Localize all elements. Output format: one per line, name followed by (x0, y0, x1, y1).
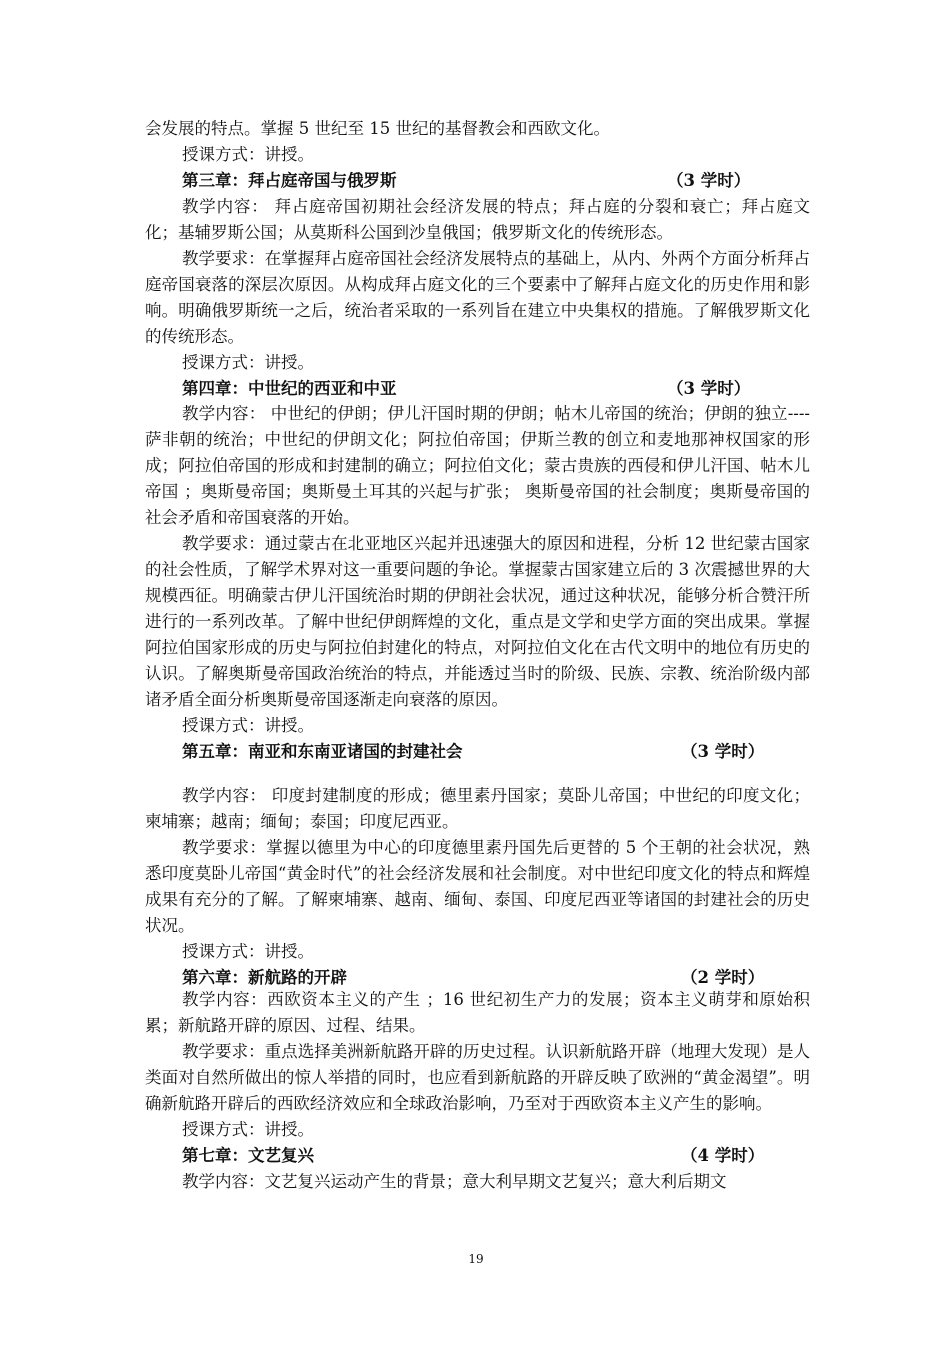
teaching-requirement: 教学要求：掌握以德里为中心的印度德里素丹国先后更替的 5 个王朝的社会状况，熟悉印度莫卧儿帝国“黄金时代”的社会经济发展和社会制度。对中世纪印度文化的特点和辉煌成果有充分的了解。了解柬埔寨、越南、缅甸、泰国、印度尼西亚等诸国的封建社会的历史状况。 (145, 838, 810, 935)
chapter-3-heading (145, 168, 810, 194)
text-block-1 (145, 116, 810, 402)
teaching-method: 授课方式：讲授。 (182, 716, 314, 735)
teaching-content: 教学内容：西欧资本主义的产生 ；16 世纪初生产力的发展；资本主义萌芽和原始积累；新航路开辟的原因、过程、结果。 (145, 990, 810, 1035)
page-number: 19 (468, 1252, 484, 1266)
chapter-title: 第四章：中世纪的西亚和中亚 (182, 379, 397, 398)
teaching-requirement: 教学要求：在掌握拜占庭帝国社会经济发展特点的基础上，从内、外两个方面分析拜占庭帝国衰落的深层次原因。从构成拜占庭文化的三个要素中了解拜占庭文化的历史作用和影响。明确俄罗斯统一之后，统治者采取的一系列旨在建立中央集权的措施。了解俄罗斯文化的传统形态。 (145, 249, 810, 346)
teaching-method: 授课方式：讲授。 (182, 145, 314, 164)
teaching-content: 教学内容：文艺复兴运动产生的背景；意大利早期文艺复兴；意大利后期文 (182, 1172, 727, 1191)
text-block-3 (145, 783, 810, 991)
chapter-title: 第七章：文艺复兴 (182, 1146, 314, 1165)
chapter-7-heading (145, 1143, 810, 1169)
teaching-content: 教学内容： 印度封建制度的形成；德里素丹国家；莫卧儿帝国；中世纪的印度文化；柬埔寨；越南；缅甸；泰国；印度尼西亚。 (145, 786, 810, 831)
teaching-content: 教学内容： 中世纪的伊朗；伊儿汗国时期的伊朗；帖木儿帝国的统治；伊朗的独立----萨非朝的统治；中世纪的伊朗文化；阿拉伯帝国；伊斯兰教的创立和麦地那神权国家的形成；阿拉伯帝国的形成和封建制的确立；阿拉伯文化；蒙古贵族的西侵和伊儿汗国、帖木儿帝国 ；奥斯曼帝国；奥斯曼土耳其的兴起与扩张； 奥斯曼帝国的社会制度；奥斯曼帝国的社会矛盾和帝国衰落的开始。 (145, 404, 810, 527)
chapter-hours: （2 学时） (681, 968, 765, 987)
teaching-method: 授课方式：讲授。 (182, 1120, 314, 1139)
chapter-hours: （3 学时） (667, 171, 751, 190)
teaching-method: 授课方式：讲授。 (182, 353, 314, 372)
text-block-2 (145, 401, 810, 765)
teaching-content: 教学内容： 拜占庭帝国初期社会经济发展的特点；拜占庭的分裂和衰亡；拜占庭文化；基辅罗斯公国；从莫斯科公国到沙皇俄国；俄罗斯文化的传统形态。 (145, 197, 810, 242)
chapter-4-heading (145, 376, 810, 402)
chapter-5-heading (145, 739, 810, 765)
chapter-title: 第三章：拜占庭帝国与俄罗斯 (182, 171, 397, 190)
paragraph: 会发展的特点。掌握 5 世纪至 15 世纪的基督教会和西欧文化。 (145, 119, 610, 138)
chapter-title: 第五章：南亚和东南亚诸国的封建社会 (182, 742, 463, 761)
chapter-hours: （3 学时） (681, 742, 765, 761)
chapter-hours: （3 学时） (667, 379, 751, 398)
chapter-hours: （4 学时） (681, 1146, 765, 1165)
teaching-requirement: 教学要求：重点选择美洲新航路开辟的历史过程。认识新航路开辟（地理大发现）是人类面对自然所做出的惊人举措的同时，也应看到新航路的开辟反映了欧洲的“黄金渴望”。明确新航路开辟后的西欧经济效应和全球政治影响，乃至对于西欧资本主义产生的影响。 (145, 1042, 810, 1113)
chapter-title: 第六章：新航路的开辟 (182, 968, 347, 987)
teaching-requirement: 教学要求：通过蒙古在北亚地区兴起并迅速强大的原因和进程，分析 12 世纪蒙古国家的社会性质，了解学术界对这一重要问题的争论。掌握蒙古国家建立后的 3 次震撼世界的大规模西征。明确蒙古伊儿汗国统治时期的伊朗社会状况，通过这种状况，能够分析合赞汗所进行的一系列改革。了解中世纪伊朗辉煌的文化，重点是文学和史学方面的突出成果。掌握阿拉伯国家形成的历史与阿拉伯封建化的特点，对阿拉伯文化在古代文明中的地位有历史的认识。了解奥斯曼帝国政治统治的特点，并能透过当时的阶级、民族、宗教、统治阶级内部诸矛盾全面分析奥斯曼帝国逐渐走向衰落的原因。 (145, 534, 810, 709)
teaching-method: 授课方式：讲授。 (182, 942, 314, 961)
text-block-4 (145, 987, 810, 1195)
